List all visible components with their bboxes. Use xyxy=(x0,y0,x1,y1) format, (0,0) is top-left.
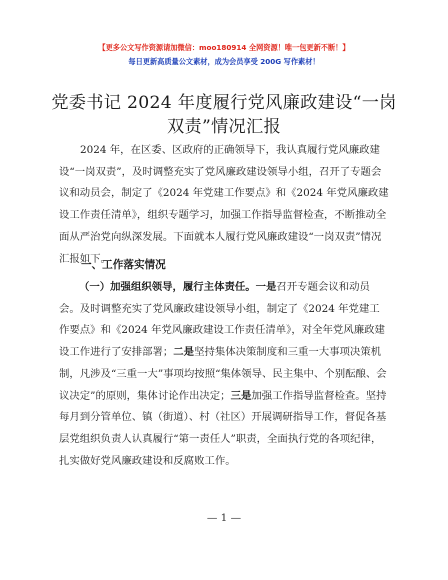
point-text-1: 召开专题会议和动员会。及时调整充实了党风廉政建设领导小组，制定了《2024 年党建工作要点》和《2024 年党风廉政建设工作责任清单》，对全年党风廉政建设工作进行了安排部署； xyxy=(59,281,385,359)
section-paragraph xyxy=(59,277,389,472)
subsection-heading: （一）加强组织领导，履行主体责任。 xyxy=(79,281,256,293)
section-heading: 一、工作落实情况 xyxy=(81,259,166,271)
promo-banner-line-2: 每日更新高质量公文素材，成为会员享受 200G 写作素材！ xyxy=(128,57,320,66)
point-label-2: 二是 xyxy=(173,346,195,359)
point-label-1: 一是 xyxy=(255,281,277,293)
point-label-3: 三是 xyxy=(230,389,252,402)
point-text-2: 坚持集体决策制度和三重一大事项决策机制，凡涉及“三重一大”事项均按照“集体领导、民主集中、个别酝酿、会议决定”的原则，集体讨论作出决定； xyxy=(59,346,387,402)
intro-paragraph: 2024 年，在区委、区政府的正确领导下，我认真履行党风廉政建设“一岗双责”，及时调整充实了党风廉政建设领导小组，召开了专题会议和动员会，制定了《2024 年党建工作要点》和《2024 年党风廉政建设工作责任清单》，组织专题学习，加强工作指导监督检查，不断推动全面从严治党向纵深发展。下面就本人履行党风廉政建设“一岗双责”情况汇报如下。 xyxy=(59,144,389,265)
page-number: — 1 — xyxy=(206,512,242,524)
document-title: 党委书记 2024 年度履行党风廉政建设“一岗双责”情况汇报 xyxy=(51,93,397,137)
promo-banner-line-1: 【更多公文写作资源请加微信：moo180914 全网资源！唯一包更新不断！】 xyxy=(98,43,350,52)
point-text-3: 加强工作指导监督检查。坚持每月到分管单位、镇（街道）、村（社区）开展调研指导工作，督促各基层党组织负责人认真履行“第一责任人”职责，全面执行党的各项纪律，扎实做好党风廉政建设和反腐败工作。 xyxy=(59,389,387,467)
